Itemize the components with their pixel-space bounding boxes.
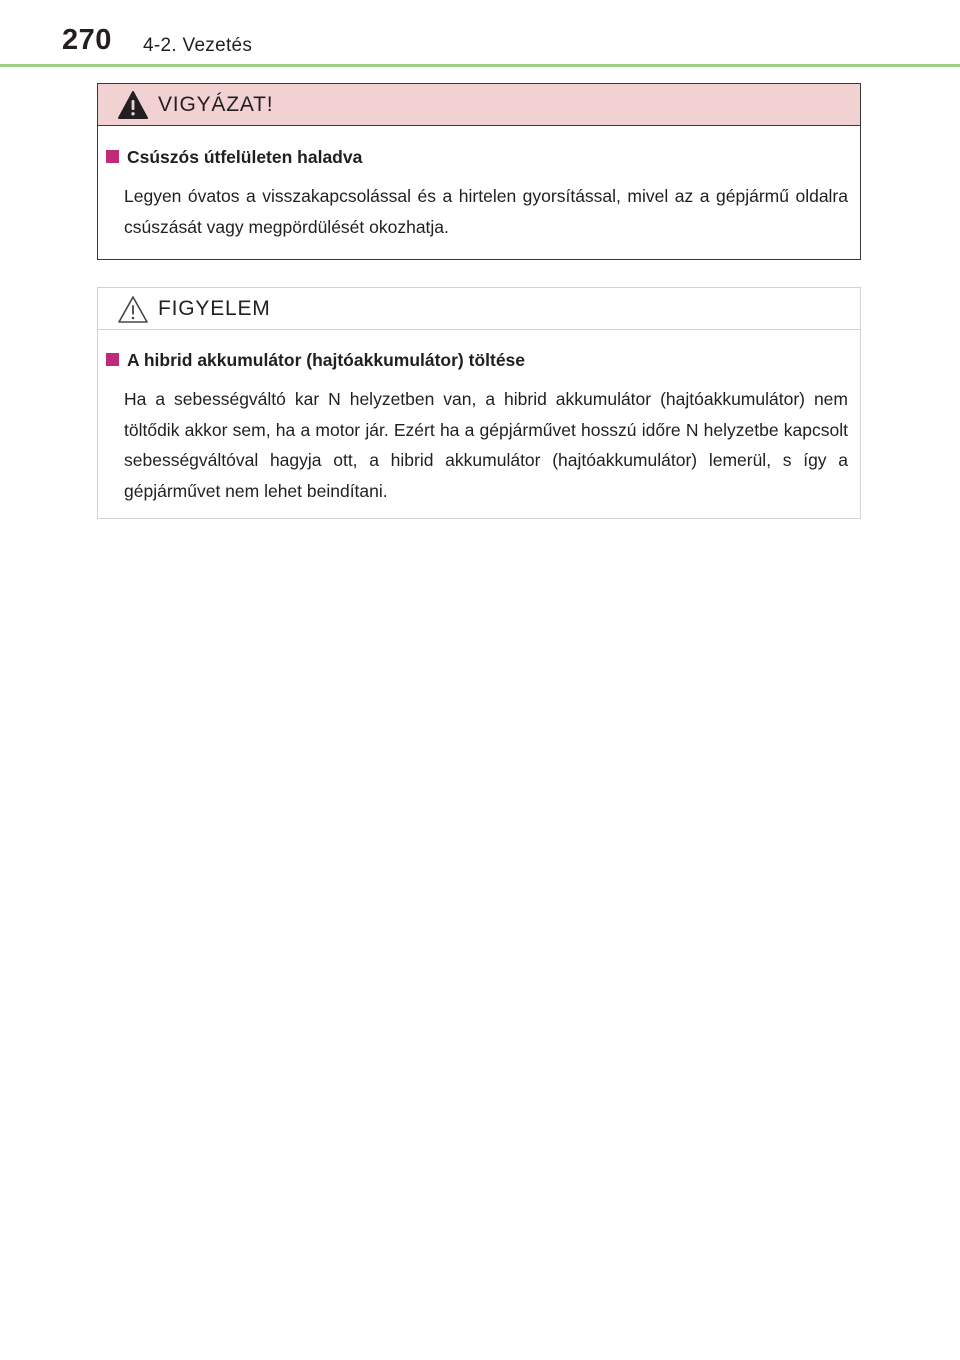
caution-paragraph: Legyen óvatos a visszakapcsolással és a hirtelen gyorsítással, mivel az a gépjármű oldalra csúszását vagy megpördülését okozhatja.	[124, 186, 848, 237]
square-bullet-icon	[106, 353, 119, 366]
notice-box-header	[98, 288, 860, 330]
square-bullet-icon	[106, 150, 119, 163]
warning-triangle-icon	[117, 90, 149, 120]
notice-paragraph: Ha a sebességváltó kar N helyzetben van, a hibrid akkumulátor (hajtóakkumulátor) nem töltődik akkor sem, ha a motor jár. Ezért ha a gépjárművet hosszú időre N helyzetbe kapcsolt sebességváltóval hagyja ott, a hibrid akkumulátor (hajtóakkumulátor) lemerül, s így a gépjárművet nem lehet beindítani.	[124, 389, 848, 501]
page-header	[0, 0, 960, 66]
notice-topic-text: A hibrid akkumulátor (hajtóakkumulátor) töltése	[127, 350, 526, 370]
warning-triangle-outline-icon	[117, 294, 149, 324]
caution-title: VIGYÁZAT!	[158, 93, 274, 116]
caution-topic-text: Csúszós útfelületen haladva	[127, 147, 363, 167]
header-rule	[0, 64, 960, 67]
caution-box	[97, 83, 861, 260]
caution-box-body	[98, 147, 860, 242]
page-number: 270	[62, 24, 112, 56]
caution-box-header	[98, 84, 860, 126]
notice-box	[97, 287, 861, 519]
section-title: 4-2. Vezetés	[143, 35, 253, 56]
notice-topic-heading	[106, 350, 848, 372]
caution-topic-heading	[106, 147, 848, 169]
notice-box-body	[98, 350, 860, 506]
notice-title: FIGYELEM	[158, 297, 271, 320]
